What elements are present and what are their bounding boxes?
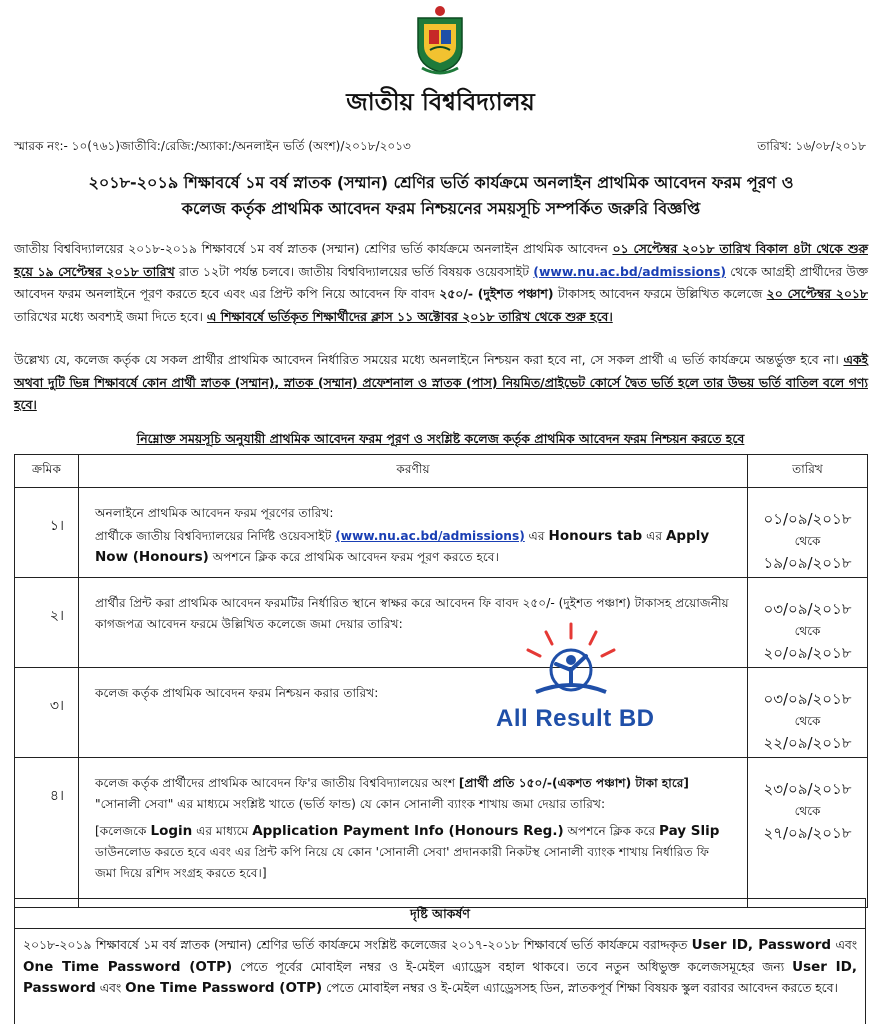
header-serial: ক্রমিক xyxy=(15,455,79,488)
row4-payment-info: Application Payment Info (Honours Reg.) xyxy=(252,823,564,839)
row4-detail-c: এর মাধ্যমে xyxy=(192,824,253,838)
attention-text-i: পেতে মোবাইল নম্বর ও ই-মেইল এ্যাড্রেসসহ ডিন, স্নাতকপূর্ব শিক্ষা বিষয়ক স্কুল বরাবর আবেদন করতে হবে। xyxy=(322,981,838,995)
row4-main-c: "সোনালী সেবা" এর মাধ্যমে সংশ্লিষ্ট খাতে (ভর্তি ফান্ড) যে কোন সোনালী ব্যাংক শাখায় জমা দেয়ার তারিখ: xyxy=(95,797,606,811)
row1-to: থেকে xyxy=(794,534,821,548)
table-row xyxy=(15,578,868,668)
attention-otp-1: One Time Password (OTP) xyxy=(23,958,233,975)
row1-task-detail xyxy=(95,526,733,568)
row2-to: থেকে xyxy=(794,624,821,638)
row4-dates xyxy=(748,758,868,908)
para1-fee: ২৫০/- (দুইশত পঞ্চাশ) xyxy=(439,286,554,301)
header-date: তারিখ xyxy=(748,455,868,488)
para1-text-d: থেকে আগ্রহী প্রার্থীদের উক্ত আবেদন ফরম অনলাইনে পূরণ করতে হবে এবং এর প্রিন্ট কপি নিয়ে আবেদন ফি বাবদ xyxy=(14,263,868,301)
memo-date: তারিখ: ১৬/০৮/২০১৮ xyxy=(757,139,866,153)
row4-detail-g: ডাউনলোড করতে হবে এবং এর প্রিন্ট কপি নিয়ে যে কোন 'সোনালী সেবা' প্রদানকারী নিকটস্থ সোনালী ব্যাংক শাখায় নির্ধারিত ফি জমা দিয়ে রশিদ সংগ্রহ করতে হবে।] xyxy=(95,845,709,880)
attention-text-g: এবং xyxy=(95,981,126,995)
row4-start-date: ২৩/০৯/২০১৮ xyxy=(763,780,852,798)
headline-line-2: কলেজ কর্তৃক প্রাথমিক আবেদন ফরম নিশ্চয়নের সময়সূচি সম্পর্কিত জরুরি বিজ্ঞপ্তি xyxy=(181,199,701,218)
header-task: করণীয় xyxy=(79,455,748,488)
row1-apply-now: Apply Now (Honours) xyxy=(95,528,710,565)
para1-application-period: ০১ সেপ্টেম্বর ২০১৮ তারিখ বিকাল ৪টা থেকে শুরু হয়ে ১৯ সেপ্টেম্বর ২০১৮ তারিখ xyxy=(14,241,869,279)
row2-task: প্রার্থীর প্রিন্ট করা প্রাথমিক আবেদন ফরমটির নির্ধারিত স্থানে স্বাক্ষর করে আবেদন ফি বাবদ ২৫০/- (দুইশত পঞ্চাশ) টাকাসহ প্রয়োজনীয় কাগজপত্র আবেদন ফরমে উল্লিখিত কলেজে জমা দেয়ার তারিখ: xyxy=(79,578,748,668)
attention-user-id-1: User ID, Password xyxy=(691,937,832,953)
row1-task xyxy=(79,488,748,578)
row1-detail-f: অপশনে ক্লিক করে প্রাথমিক আবেদন ফরম পূরণ করতে হবে। xyxy=(208,550,499,564)
attention-text-e: পেতে পূর্বের মোবাইল নম্বর ও ই-মেইল এ্যাড্রেস বহাল থাকবে। তবে নতুন অধিভুক্ত কলেজসমূহের জন্য xyxy=(232,959,793,974)
table-row xyxy=(15,668,868,758)
schedule-table xyxy=(14,454,868,908)
attention-box xyxy=(14,928,866,1024)
attention-otp-2: One Time Password (OTP) xyxy=(125,980,323,996)
table-row xyxy=(15,758,868,908)
row1-website-link[interactable]: (www.nu.ac.bd/admissions) xyxy=(335,529,525,543)
para1-text-a: জাতীয় বিশ্ববিদ্যালয়ের ২০১৮-২০১৯ শিক্ষাবর্ষে ১ম বর্ষ স্নাতক (সম্মান) শ্রেণির ভর্তি কার্যক্রমে অনলাইন প্রাথমিক আবেদন xyxy=(14,241,613,256)
paragraph-2 xyxy=(14,349,868,417)
row1-honours-tab: Honours tab xyxy=(548,528,643,544)
table-header-row xyxy=(15,455,868,488)
row2-serial: ২। xyxy=(15,578,79,668)
row2-dates xyxy=(748,578,868,668)
table-row xyxy=(15,488,868,578)
row1-detail-a: প্রার্থীকে জাতীয় বিশ্ববিদ্যালয়ের নির্দিষ্ট ওয়েবসাইট xyxy=(95,529,336,543)
university-seal-icon xyxy=(412,4,468,76)
para1-text-h: তারিখের মধ্যে অবশ্যই জমা দিতে হবে। xyxy=(14,308,207,324)
admissions-website-link[interactable]: (www.nu.ac.bd/admissions) xyxy=(533,263,726,279)
para1-class-start: এ শিক্ষাবর্ষে ভর্তিকৃত শিক্ষার্থীদের ক্লাস ১১ অক্টোবর ২০১৮ তারিখ থেকে শুরু হবে। xyxy=(206,308,613,324)
row4-serial: ৪। xyxy=(15,758,79,908)
row4-task-detail xyxy=(95,821,733,884)
schedule-table-title: নিম্নোক্ত সময়সূচি অনুযায়ী প্রাথমিক আবেদন ফরম পূরণ ও সংশ্লিষ্ট কলেজ কর্তৃক প্রাথমিক আবেদন ফরম নিশ্চয়ন করতে হবে xyxy=(136,431,745,446)
row3-serial: ৩। xyxy=(15,668,79,758)
row1-end-date: ১৯/০৯/২০১৮ xyxy=(763,554,852,572)
university-name: জাতীয় বিশ্ববিদ্যালয় xyxy=(346,88,535,116)
attention-user-id-2: User ID, Password xyxy=(23,958,857,996)
row1-task-title: অনলাইনে প্রাথমিক আবেদন ফরম পূরণের তারিখ: xyxy=(95,506,334,520)
row3-dates xyxy=(748,668,868,758)
para1-submission-deadline: ২০ সেপ্টেম্বর ২০১৮ xyxy=(766,286,868,301)
row3-end-date: ২২/০৯/২০১৮ xyxy=(763,734,852,752)
row4-login: Login xyxy=(150,823,193,839)
row1-start-date: ০১/০৯/২০১৮ xyxy=(763,510,852,528)
para1-text-c: রাত ১২টা পর্যন্ত চলবে। জাতীয় বিশ্ববিদ্যালয়ের ভর্তি বিষয়ক ওয়েবসাইট xyxy=(174,263,534,279)
para2-dual-admission-warning: একই অথবা দুটি ভিন্ন শিক্ষাবর্ষে কোন প্রার্থী স্নাতক (সম্মান), স্নাতক (সম্মান) প্রফেশনাল ও স্নাতক (পাস) নিয়মিত/প্রাইভেট কোর্সে দ্বৈত ভর্তি হলে তার উভয় ভর্তি বাতিল বলে গণ্য হবে। xyxy=(14,352,868,412)
row4-main-a: কলেজ কর্তৃক প্রার্থীদের প্রাথমিক আবেদন ফি'র জাতীয় বিশ্ববিদ্যালয়ের অংশ xyxy=(95,776,459,790)
row1-detail-d: এর xyxy=(642,529,666,543)
row4-detail-e: অপশনে ক্লিক করে xyxy=(563,824,660,838)
row4-fee-rate: [প্রার্থী প্রতি ১৫০/-(একশত পঞ্চাশ) টাকা হারে] xyxy=(458,776,689,790)
attention-title: দৃষ্টি আকর্ষণ xyxy=(14,898,866,928)
row1-detail-b: এর xyxy=(524,529,549,543)
row2-end-date: ২০/০৯/২০১৮ xyxy=(763,644,852,662)
para1-text-f: টাকাসহ আবেদন ফরমে উল্লিখিত কলেজে xyxy=(553,286,767,301)
memo-number: স্মারক নং:- ১০(৭৬১)জাতীবি:/রেজি:/অ্যাকা:/অনলাইন ভর্তি (অংশ)/২০১৮/২০১৩ xyxy=(14,139,411,153)
row3-start-date: ০৩/০৯/২০১৮ xyxy=(763,690,852,708)
row4-detail-a: [কলেজকে xyxy=(95,824,151,838)
watermark-text: All Result BD xyxy=(496,705,655,732)
row4-task xyxy=(79,758,748,908)
row1-dates xyxy=(748,488,868,578)
row4-pay-slip: Pay Slip xyxy=(659,823,720,839)
attention-text-a: ২০১৮-২০১৯ শিক্ষাবর্ষে ১ম বর্ষ স্নাতক (সম্মান) শ্রেণির ভর্তি কার্যক্রমে সংশ্লিষ্ট কলেজের ২০১৭-২০১৮ শিক্ষাবর্ষে ভর্তি কার্যক্রমে বরাদ্দকৃত xyxy=(23,938,692,952)
row2-start-date: ০৩/০৯/২০১৮ xyxy=(763,600,852,618)
headline-line-1: ২০১৮-২০১৯ শিক্ষাবর্ষে ১ম বর্ষ স্নাতক (সম্মান) শ্রেণির ভর্তি কার্যক্রমে অনলাইন প্রাথমিক আবেদন ফরম পূরণ ও xyxy=(88,173,794,192)
row4-task-main xyxy=(95,773,733,815)
row3-task: কলেজ কর্তৃক প্রাথমিক আবেদন ফরম নিশ্চয়ন করার তারিখ: xyxy=(79,668,748,758)
attention-text-c: এবং xyxy=(831,938,858,952)
para2-text-a: উল্লেখ্য যে, কলেজ কর্তৃক যে সকল প্রার্থীর প্রাথমিক আবেদন নির্ধারিত সময়ের মধ্যে অনলাইনে নিশ্চয়ন করা হবে না, সে সকল প্রার্থী এ ভর্তি কার্যক্রমে অন্তর্ভুক্ত হবে না। xyxy=(14,352,844,367)
row3-to: থেকে xyxy=(794,714,821,728)
notice-headline xyxy=(22,170,860,222)
row4-end-date: ২৭/০৯/২০১৮ xyxy=(763,824,852,842)
row4-to: থেকে xyxy=(794,804,821,818)
row1-serial: ১। xyxy=(15,488,79,578)
paragraph-1 xyxy=(14,238,868,328)
